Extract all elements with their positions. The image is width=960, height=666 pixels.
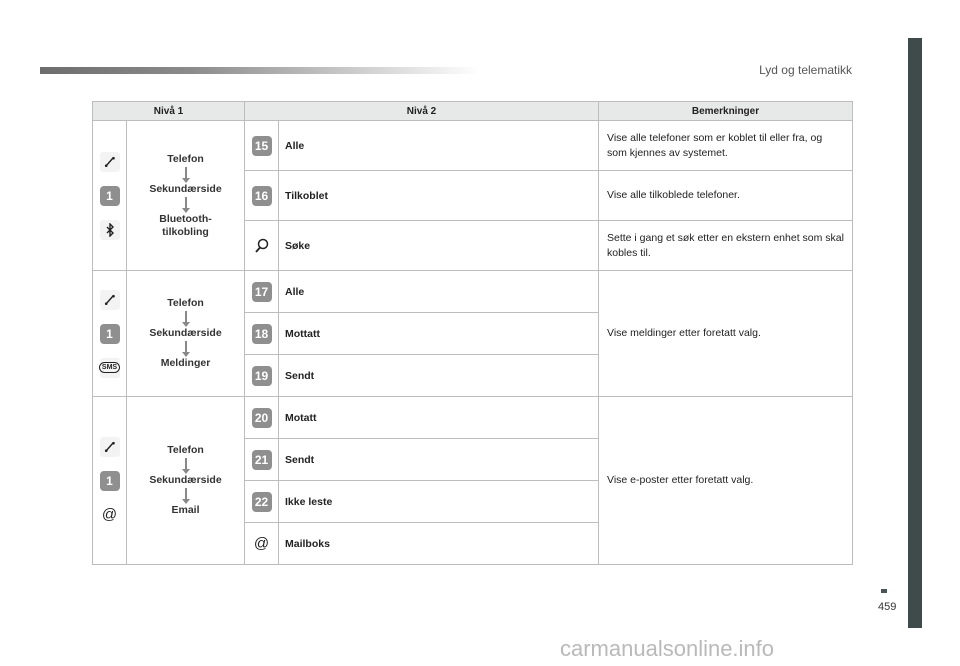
at-icon: @ xyxy=(101,506,118,523)
table-row xyxy=(93,121,853,171)
remark: Vise alle telefoner som er koblet til eller fra, og som kjennes av systemet. xyxy=(599,121,853,171)
level-badge: 1 xyxy=(100,471,120,491)
menu-table xyxy=(92,101,853,565)
table-row xyxy=(93,271,853,313)
level1-path xyxy=(127,271,245,397)
down-arrow-icon xyxy=(185,197,187,209)
level2-label: Tilkoblet xyxy=(279,171,599,221)
path-step: Telefon xyxy=(167,152,204,165)
path-step: Telefon xyxy=(167,297,204,309)
down-arrow-icon xyxy=(185,167,187,179)
header-gradient-bar xyxy=(40,67,480,74)
level1-icons xyxy=(93,397,127,565)
step-number: 16 xyxy=(252,186,272,206)
step-number: 19 xyxy=(252,366,272,386)
level-badge: 1 xyxy=(100,324,120,344)
level2-label: Sendt xyxy=(279,355,599,397)
level2-label: Ikke leste xyxy=(279,481,599,523)
header-level1: Nivå 1 xyxy=(93,102,245,121)
level1-path xyxy=(127,397,245,565)
down-arrow-icon xyxy=(185,341,187,353)
down-arrow-icon xyxy=(185,488,187,500)
step-number: 18 xyxy=(252,324,272,344)
page-marker xyxy=(881,589,887,593)
bluetooth-icon xyxy=(100,220,120,240)
path-step: Email xyxy=(171,504,200,516)
level2-label: Mailboks xyxy=(279,523,599,565)
remark: Vise meldinger etter foretatt valg. xyxy=(599,271,853,397)
page-number: 459 xyxy=(878,601,897,613)
level1-icons xyxy=(93,271,127,397)
phone-icon xyxy=(100,152,120,172)
step-number: 22 xyxy=(252,492,272,512)
phone-icon xyxy=(100,437,120,457)
level1-path xyxy=(127,121,245,271)
step-number: 21 xyxy=(252,450,272,470)
section-title: Lyd og telematikk xyxy=(759,63,852,77)
header-level2: Nivå 2 xyxy=(245,102,599,121)
sms-icon: SMS xyxy=(100,358,120,378)
path-step: Sekundærside xyxy=(149,182,222,195)
header-remarks: Bemerkninger xyxy=(599,102,853,121)
watermark: carmanualsonline.info xyxy=(560,636,775,661)
down-arrow-icon xyxy=(185,311,187,323)
remark: Vise e-poster etter foretatt valg. xyxy=(599,397,853,565)
level2-label: Alle xyxy=(279,121,599,171)
at-icon: @ xyxy=(253,535,270,552)
path-step: Sekundærside xyxy=(149,474,222,486)
step-number: 15 xyxy=(252,136,272,156)
level1-icons xyxy=(93,121,127,271)
level2-label: Sendt xyxy=(279,439,599,481)
path-step: Bluetooth- tilkobling xyxy=(159,212,212,238)
level2-label: Mottatt xyxy=(279,313,599,355)
chapter-strip xyxy=(908,38,922,628)
step-number: 20 xyxy=(252,408,272,428)
level2-label: Alle xyxy=(279,271,599,313)
down-arrow-icon xyxy=(185,458,187,470)
remark: Sette i gang et søk etter en ekstern enhet som skal kobles til. xyxy=(599,221,853,271)
path-step: Telefon xyxy=(167,444,204,456)
phone-icon xyxy=(100,290,120,310)
level2-label: Søke xyxy=(279,221,599,271)
level2-label: Motatt xyxy=(279,397,599,439)
step-number: 17 xyxy=(252,282,272,302)
remark: Vise alle tilkoblede telefoner. xyxy=(599,171,853,221)
search-icon xyxy=(245,238,278,254)
table-row xyxy=(93,397,853,439)
path-step: Meldinger xyxy=(160,357,211,369)
level-badge: 1 xyxy=(100,186,120,206)
path-step: Sekundærside xyxy=(149,327,222,339)
